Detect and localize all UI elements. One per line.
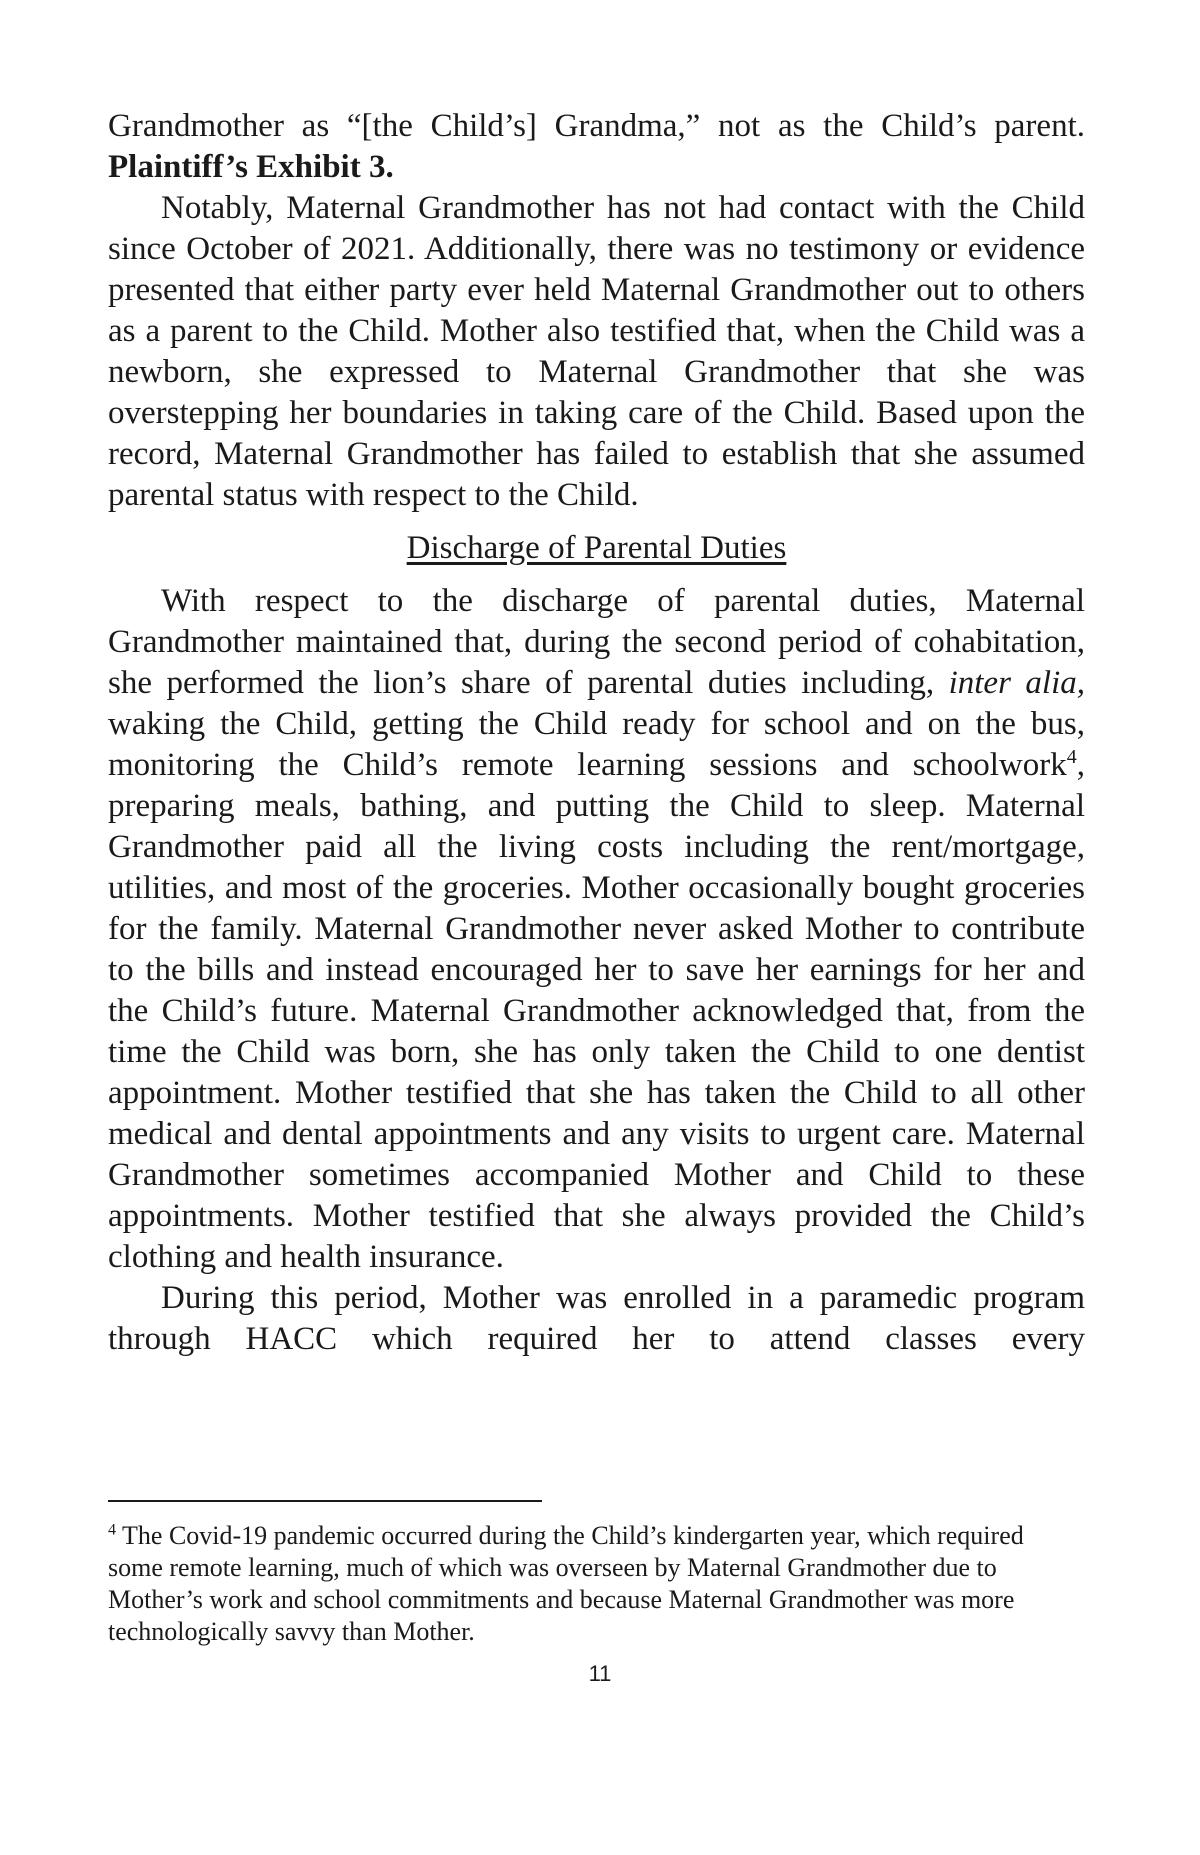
paragraph-parental-duties — [108, 581, 1085, 1278]
section-heading: Discharge of Parental Duties — [406, 530, 787, 566]
latin-phrase: inter alia, — [948, 665, 1085, 701]
paragraph-parental-status: Notably, Maternal Grandmother has not had contact with the Child since October of 2021. Additionally, there was no testimony or evidence presented that either party ever held Maternal Grandmother out to others as a parent to the Child. Mother also testified that, when the Child was a newborn, she expressed to Maternal Grandmother that she was overstepping her boundaries in taking care of the Child. Based upon the record, Maternal Grandmother has failed to establish that she assumed parental status with respect to the Child. — [108, 190, 1085, 513]
footnote-reference: 4 — [1066, 746, 1077, 768]
footnote — [108, 1520, 1085, 1648]
paragraph-paramedic-program: During this period, Mother was enrolled in a paramedic program through HACC which required her to attend classes every — [108, 1280, 1085, 1357]
parental-duties-text-3: , preparing meals, bathing, and putting the Child to sleep. Maternal Grandmother paid all the living costs including the rent/mortgage, utilities, and most of the groceries. Mother occasionally bought groceries for the family. Maternal Grandmother never asked Mother to contribute to the bills and instead encouraged her to save her earnings for her and the Child’s future. Maternal Grandmother acknowledged that, from the time the Child was born, she has only taken the Child to one dentist appointment. Mother testified that she has taken the Child to all other medical and dental appointments and any visits to urgent care. Maternal Grandmother sometimes accompanied Mother and Child to these appointments. Mother testified that she always provided the Child’s clothing and health insurance. — [108, 747, 1085, 1275]
exhibit-reference: Plaintiff’s Exhibit 3. — [108, 149, 394, 185]
parental-duties-text-2: waking the Child, getting the Child ready for school and on the bus, monitoring the Child’s remote learning sessions and schoolwork — [108, 706, 1085, 783]
paragraph-continuation — [108, 106, 1085, 188]
footnote-text: The Covid-19 pandemic occurred during the Child’s kindergarten year, which required some remote learning, much of which was overseen by Maternal Grandmother due to Mother’s work and school commitments and because Maternal Grandmother was more technologically savvy than Mother. — [108, 1521, 1024, 1646]
footnote-mark: 4 — [108, 1521, 116, 1539]
footnote-divider — [108, 1500, 542, 1502]
parental-duties-text-1: With respect to the discharge of parental duties, Maternal Grandmother maintained that, during the second period of cohabitation, she performed the lion’s share of parental duties including, — [108, 583, 1085, 701]
paragraph-continuation-text: Grandmother as “[the Child’s] Grandma,” not as the Child’s parent. — [108, 108, 1085, 144]
document-body — [108, 106, 1085, 1360]
page-number: 11 — [588, 1661, 612, 1686]
